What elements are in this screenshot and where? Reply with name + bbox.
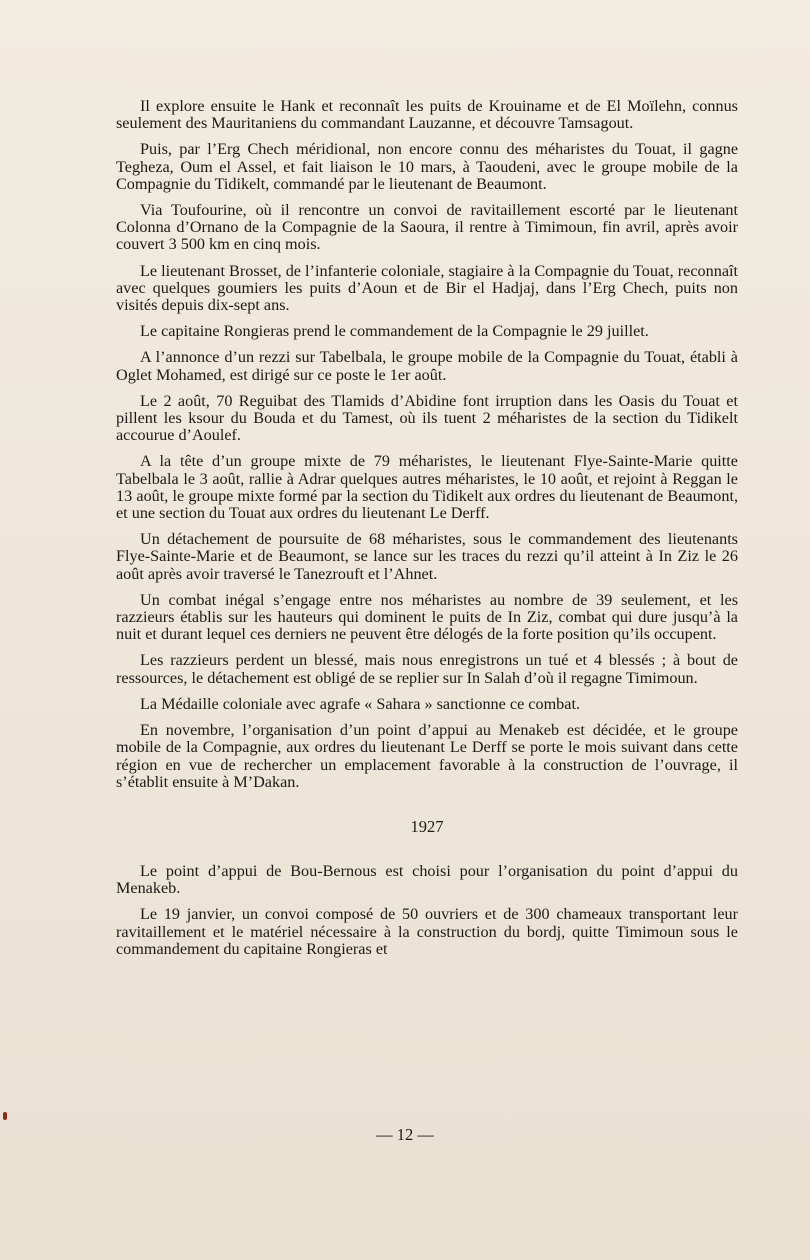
paragraph: Puis, par l’Erg Chech méridional, non encore connu des méharistes du Touat, il gagne Tegheza, Oum el Assel, et fait liaison le 10 mars, à Taoudeni, avec le groupe mobile de la Compagnie du Tidikelt, commandé par le lieutenant de Beaumont. [116, 140, 738, 193]
binding-mark [3, 1112, 7, 1120]
paragraph: Le lieutenant Brosset, de l’infanterie coloniale, stagiaire à la Compagnie du Touat, reconnaît avec quelques goumiers les puits d’Aoun et de Bir el Hadjaj, dans l’Erg Chech, puits non visités depuis dix-sept ans. [116, 261, 738, 315]
paragraph: Un détachement de poursuite de 68 méharistes, sous le commandement des lieutenants Flye-Sainte-Marie et de Beaumont, se lance sur les traces du rezzi qu’il atteint à In Ziz le 26 août après avoir traversé le Tanezrouft et l’Ahnet. [116, 530, 738, 583]
year-heading: 1927 [410, 816, 444, 836]
paragraph: Le 2 août, 70 Reguibat des Tlamids d’Abidine font irruption dans les Oasis du Touat et pillent les ksour du Bouda et du Tamest, où ils tuent 2 méharistes de la section du Tidikelt accourue d’Aoulef. [116, 391, 738, 445]
paragraph: Via Toufourine, où il rencontre un convoi de ravitaillement escorté par le lieutenant Colonna d’Ornano de la Compagnie de la Saoura, il rentre à Timimoun, fin avril, après avoir couvert 3 500 km en cinq mois. [116, 201, 738, 254]
paragraph: Le capitaine Rongieras prend le commandement de la Compagnie le 29 juillet. [140, 322, 649, 341]
paragraph: Les razzieurs perdent un blessé, mais nous enregistrons un tué et 4 blessés ; à bout de ressources, le détachement est obligé de se replier sur In Salah d’où il regagne Timimoun. [116, 651, 738, 687]
body-text [116, 98, 738, 967]
paragraph: Le point d’appui de Bou-Bernous est choisi pour l’organisation du point d’appui du Menakeb. [116, 861, 738, 898]
paragraph: La Médaille coloniale avec agrafe « Sahara » sanctionne ce combat. [140, 694, 580, 713]
paragraph: A l’annonce d’un rezzi sur Tabelbala, le groupe mobile de la Compagnie du Touat, établi à Oglet Mohamed, est dirigé sur ce poste le 1er août. [116, 348, 738, 384]
paragraph: Un combat inégal s’engage entre nos méharistes au nombre de 39 seulement, et les razzieurs établis sur les hauteurs qui dominent le puits de In Ziz, combat qui dure jusqu’à la nuit et durant lequel ces derniers ne peuvent être délogés de la forte position qu’ils occupent. [116, 590, 738, 644]
paragraph: Il explore ensuite le Hank et reconnaît les puits de Krouiname et de El Moïlehn, connus seulement des Mauritaniens du commandant Lauzanne, et découvre Tamsagout. [116, 97, 738, 133]
paragraph: Le 19 janvier, un convoi composé de 50 ouvriers et de 300 chameaux transportant leur ravitaillement et le matériel nécessaire à la construction du bordj, quitte Timimoun sous le commandement du capitaine Rongieras et [116, 905, 738, 958]
paragraph: En novembre, l’organisation d’un point d’appui au Menakeb est décidée, et le groupe mobile de la Compagnie, aux ordres du lieutenant Le Derff se porte le mois suivant dans cette région en vue de rechercher un emplacement favorable à la construction de l’ouvrage, il s’établit ensuite à M’Dakan. [116, 721, 738, 791]
paragraph: A la tête d’un groupe mixte de 79 méharistes, le lieutenant Flye-Sainte-Marie quitte Tabelbala le 3 août, rallie à Adrar quelques autres méharistes, le 10 août, et rejoint à Reggan le 13 août, le groupe mixte formé par la section du Tidikelt aux ordres du lieutenant de Beaumont, et une section du Touat aux ordres du lieutenant Le Derff. [116, 452, 738, 523]
page-number: — 12 — [376, 1125, 434, 1144]
